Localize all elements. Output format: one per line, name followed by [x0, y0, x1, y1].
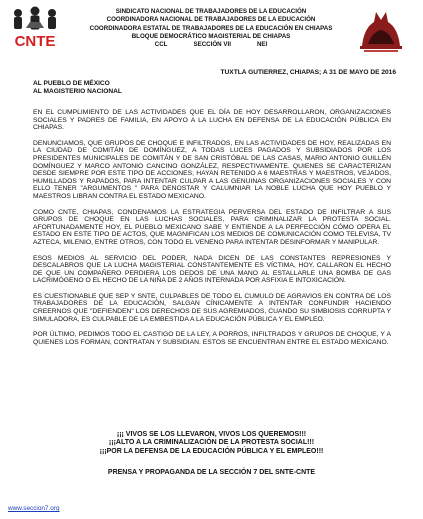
- statement-body: [33, 109, 391, 354]
- cnte-logo-text: CNTE: [14, 33, 56, 50]
- slogans: [0, 431, 423, 456]
- letterhead: [70, 8, 352, 49]
- paragraph-intro: EN EL CUMPLIMIENTO DE LAS ACTIVIDADES QUE EL DÍA DE HOY DESARROLLARON, ORGANIZACIONES SOCIALES Y PADRES DE FAMILIA, EN APOYO A LA LUCHA EN DEFENSA DE LA EDUCACIÓN PÚBLICA EN CHIAPAS.: [33, 109, 391, 132]
- democratic-bloc: BLOQUE DEMOCRÁTICO MAGISTERIAL DE CHIAPAS: [131, 32, 291, 40]
- national-coordinator: COORDINADORA NACIONAL DE TRABAJADORES DE LA EDUCACIÓN: [106, 16, 316, 24]
- paragraph-condena: COMO CNTE, CHIAPAS, CONDENAMOS LA ESTRATEGIA PERVERSA DEL ESTADO DE INFILTRAR A SUS GRUPOS DE CHOQUE EN LAS LUCHAS SOCIALES, PARA CRIMINALIZAR LA PROTESTA SOCIAL. AFORTUNADAMENTE HOY, EL PUEBLO MEXICANO SABE Y ENTIENDE A LA PERFECCIÓN CÓMO OPERA EL ESTADO EN ESTE TIPO DE ACTOS, QUE MAGNIFICAN LOS MEDIOS DE COMUNICACIÓN COMO TELEVISA, TV AZTECA, MILENIO, ENTRE OTROS, CON TODO EL VENENO PARA INTENTAR DESINFORMAR Y MANIPULAR.: [33, 208, 391, 246]
- cnte-logo: [6, 4, 64, 52]
- paragraph-denuncia: DENUNCIAMOS, QUE GRUPOS DE CHOQUE E INFILTRADOS, EN LAS ACTIVIDADES DE HOY, REALIZADAS EN LA CIUDAD DE COMITÁN DE DOMÍNGUEZ, A TODAS LUCES PAGADOS Y SUBSIDIADOS POR LOS PRESIDENTES MUNICIPALES DE COMITÁN Y DE SAN CRISTÓBAL DE LAS CASAS, MARIO ANTONIO GUILLÉN DOMÍNGUEZ Y MARCO ANTONIO CANCINO GONZÁLEZ, RESPECTIVAMENTE. QUIENES SE CARACTERIZAN DESDE SIEMPRE POR ESTE TIPO DE ACCIONES; HAYAN RETENIDO A 6 MAESTRAS Y MAESTROS, VEJADOS, HUMILLADOS Y RAPADOS, PARA INTENTAR CULPAR A LAS GENUINAS ORGANIZACIONES SOCIALES Y CON ELLO TENER "ARGUMENTOS " PARA DENOSTAR Y CALUMNIAR LA NOBLE LUCHA QUE HOY PUEBLO Y MAESTROS LIBRAN CONTRA EL ESTADO MEXICANO.: [33, 139, 391, 200]
- state-coordinator: COORDINADORA ESTATAL DE TRABAJADORES DE LA EDUCACIÓN EN CHIAPAS: [89, 24, 333, 32]
- addressee-teachers: AL MAGISTERIO NACIONAL: [33, 88, 122, 95]
- press-signature: PRENSA Y PROPAGANDA DE LA SECCIÓN 7 DEL SNTE-CNTE: [107, 469, 316, 476]
- slogan-vivos: ¡¡¡ VIVOS SE LOS LLEVARON, VIVOS LOS QUEREMOS!!!: [116, 431, 307, 438]
- slogan-educacion: ¡¡¡POR LA DEFENSA DE LA EDUCACIÓN PÚBLICA Y EL EMPLEO!!!: [99, 447, 324, 455]
- paragraph-final: POR ÚLTIMO, PEDIMOS TODO EL CASTIGO DE LA LEY, A PORROS, INFILTRADOS Y GRUPOS DE CHOQUE, Y A QUIENES LOS FORMAN, CONTRATAN Y SUBSIDIAN. ESTOS SE ENCUENTRAN ENTRE EL ESTADO MEXICANO.: [33, 331, 391, 346]
- addressee: [33, 80, 122, 96]
- sub-org-seccion: SECCIÓN VII: [193, 41, 231, 49]
- addressee-people: AL PUEBLO DE MÉXICO: [33, 80, 110, 87]
- union-name: SINDICATO NACIONAL DE TRABAJADORES DE LA EDUCACIÓN: [115, 8, 307, 15]
- paragraph-medios: ESOS MEDIOS AL SERVICIO DEL PODER, NADA DICEN DE LAS CONSTANTES REPRESIONES Y DESCALABROS QUE LA LUCHA MAGISTERIAL CONSTANTEMENTE ES VÍCTIMA, HOY, CALLARON EL HECHO DE QUE UN COMPAÑERO PERDIERA LOS DEDOS DE UNA MANO AL ESTALLARLE UNA BOMBA DE GAS LACRIMÓGENO O EL HECHO DE LA NIÑA DE 2 AÑOS INTERNADA POR ASFIXIA E INTOXICACIÓN.: [33, 254, 391, 285]
- slogan-criminalizacion: ¡¡¡ALTO A LA CRIMINALIZACIÓN DE LA PROTESTA SOCIAL!!!: [108, 439, 315, 447]
- section-emblem-logo: [352, 6, 410, 54]
- sub-organizations: [70, 41, 352, 49]
- website-link[interactable]: www.seccion7.org: [8, 505, 60, 512]
- sub-org-nei: NEI: [256, 41, 268, 49]
- sub-org-ccl: CCL: [154, 41, 168, 49]
- date-line: TUXTLA GUTIERREZ, CHIAPAS; A 31 DE MAYO DE 2016: [220, 69, 396, 76]
- paragraph-sep-snte: ES CUESTIONABLE QUE SEP Y SNTE, CULPABLES DE TODO EL CUMULO DE AGRAVIOS EN CONTRA DE LOS TRABAJADORES DE LA EDUCACIÓN, SALGAN CÍNICAMENTE A INTENTAR CONFUNDIR HACIENDO CREERNOS QUE "DEFIENDEN" LOS DERECHOS DE SUS AGREMIADOS, CUANDO SU SIMBIOSIS CORRUPTA Y SIMULADORA, ES CULPABLE DE LA EMBESTIDA A LA EDUCACIÓN PÚBLICA Y EL EMPLEO.: [33, 292, 391, 323]
